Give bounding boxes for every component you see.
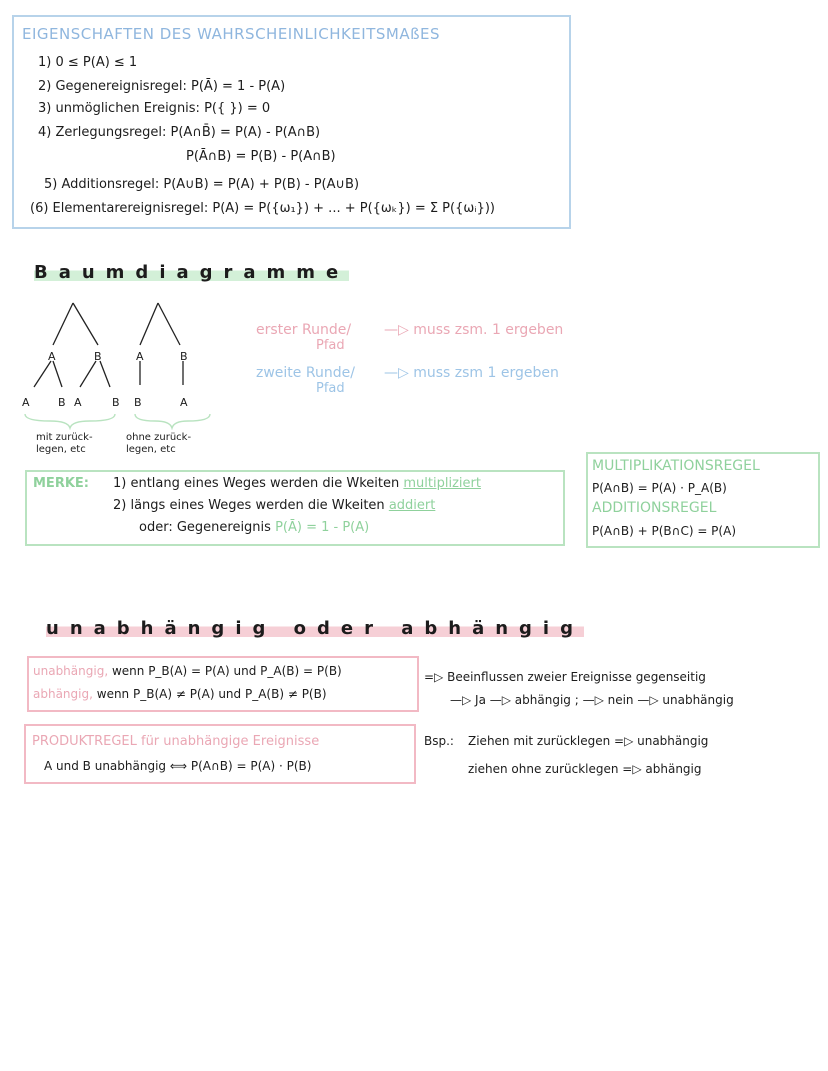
tree-node-b1: B (94, 350, 102, 363)
tree-leaf-b3: B (134, 396, 142, 409)
influence-note: =▷ Beeinflussen zweier Ereignisse gegenseitig (424, 670, 706, 684)
merke-line-1-text: 1) entlang eines Weges werden die Wkeiten (113, 476, 400, 491)
property-line-1: 1) 0 ≤ P(A) ≤ 1 (38, 55, 138, 70)
caption-with-replacement: mit zurück- legen, etc (36, 432, 93, 455)
merke-line-1 (113, 476, 481, 491)
merke-label: MERKE: (33, 476, 89, 491)
merke-line-3 (139, 520, 369, 535)
example-without-replacement: ziehen ohne zurücklegen =▷ abhängig (468, 762, 702, 776)
note-second-sum: —▷ muss zsm 1 ergeben (384, 365, 559, 381)
tree-edge (53, 303, 73, 345)
dependent-condition: wenn P_B(A) ≠ P(A) und P_A(B) ≠ P(B) (96, 687, 327, 701)
note-second-round: zweite Runde/ (256, 365, 355, 381)
product-rule-title: PRODUKTREGEL für unabhängige Ereignisse (32, 734, 320, 749)
tree-leaf-b2: B (112, 396, 120, 409)
merke-line-1-highlight: multipliziert (403, 476, 481, 491)
tree-edge (100, 361, 110, 387)
example-with-replacement: Ziehen mit zurücklegen =▷ unabhängig (468, 734, 709, 748)
property-line-5: 5) Additionsregel: P(A∪B) = P(A) + P(B) - P(A∪B) (44, 177, 360, 192)
tree-leaf-a3: A (180, 396, 188, 409)
example-label: Bsp.: (424, 734, 454, 748)
addition-rule-title: ADDITIONSREGEL (592, 500, 717, 516)
property-line-4: 4) Zerlegungsregel: P(A∩B̄) = P(A) - P(A∩B) (38, 125, 321, 140)
tree-edge (80, 361, 96, 387)
property-line-3: 3) unmöglichen Ereignis: P({ }) = 0 (38, 101, 271, 116)
tree-leaf-a2: A (74, 396, 82, 409)
tree-braces (20, 412, 220, 430)
tree-edge (73, 303, 98, 345)
yes-no-note: —▷ Ja —▷ abhängig ; —▷ nein —▷ unabhängig (450, 693, 734, 707)
merke-line-2 (113, 498, 435, 513)
tree-edge (158, 303, 180, 345)
rules-box (586, 452, 820, 548)
dependence-box (27, 656, 419, 712)
merke-line-3-highlight: P(Ā) = 1 - P(A) (275, 520, 370, 535)
property-line-6: (6) Elementarereignisregel: P(A) = P({ω₁}) + ... + P({ωₖ}) = Σ P({ωᵢ})) (30, 201, 495, 216)
product-rule-box (24, 724, 416, 784)
tree-heading: Baumdiagramme (34, 262, 350, 283)
independent-condition: wenn P_B(A) = P(A) und P_A(B) = P(B) (111, 664, 342, 678)
dependent-line (33, 687, 327, 701)
properties-box (12, 15, 571, 229)
merke-line-2-text: 2) längs eines Weges werden die Wkeiten (113, 498, 385, 513)
tree-edge (53, 361, 62, 387)
tree-node-a1: A (48, 350, 56, 363)
tree-node-a2: A (136, 350, 144, 363)
addition-rule-formula: P(A∩B) + P(B∩C) = P(A) (592, 524, 736, 538)
product-rule-formula: A und B unabhängig ⟺ P(A∩B) = P(A) · P(B) (44, 759, 312, 773)
property-line-2: 2) Gegenereignisregel: P(Ā) = 1 - P(A) (38, 79, 286, 94)
merke-line-2-highlight: addiert (388, 498, 436, 513)
merke-box (25, 470, 565, 546)
tree-leaf-b1: B (58, 396, 66, 409)
property-line-4b: P(Ā∩B) = P(B) - P(A∩B) (186, 149, 336, 164)
note-first-round: erster Runde/ (256, 322, 352, 338)
tree-edge (140, 303, 158, 345)
note-first-path: Pfad (316, 338, 345, 353)
caption-without-replacement: ohne zurück- legen, etc (126, 432, 192, 455)
note-second-path: Pfad (316, 381, 345, 396)
note-first-sum: —▷ muss zsm. 1 ergeben (384, 322, 564, 338)
independent-label: unabhängig, (33, 664, 109, 678)
independent-line (33, 664, 342, 678)
properties-title: EIGENSCHAFTEN DES WAHRSCHEINLICHKEITSMAßES (22, 25, 441, 43)
multiplication-rule-title: MULTIPLIKATIONSREGEL (592, 458, 760, 474)
merke-line-3-text: oder: Gegenereignis (139, 520, 271, 535)
dependence-heading: unabhängig oder abhängig (46, 618, 584, 639)
tree-leaf-a1: A (22, 396, 30, 409)
multiplication-rule-formula: P(A∩B) = P(A) · P_A(B) (592, 481, 727, 495)
dependent-label: abhängig, (33, 687, 93, 701)
tree-node-b2: B (180, 350, 188, 363)
tree-edge (34, 361, 51, 387)
